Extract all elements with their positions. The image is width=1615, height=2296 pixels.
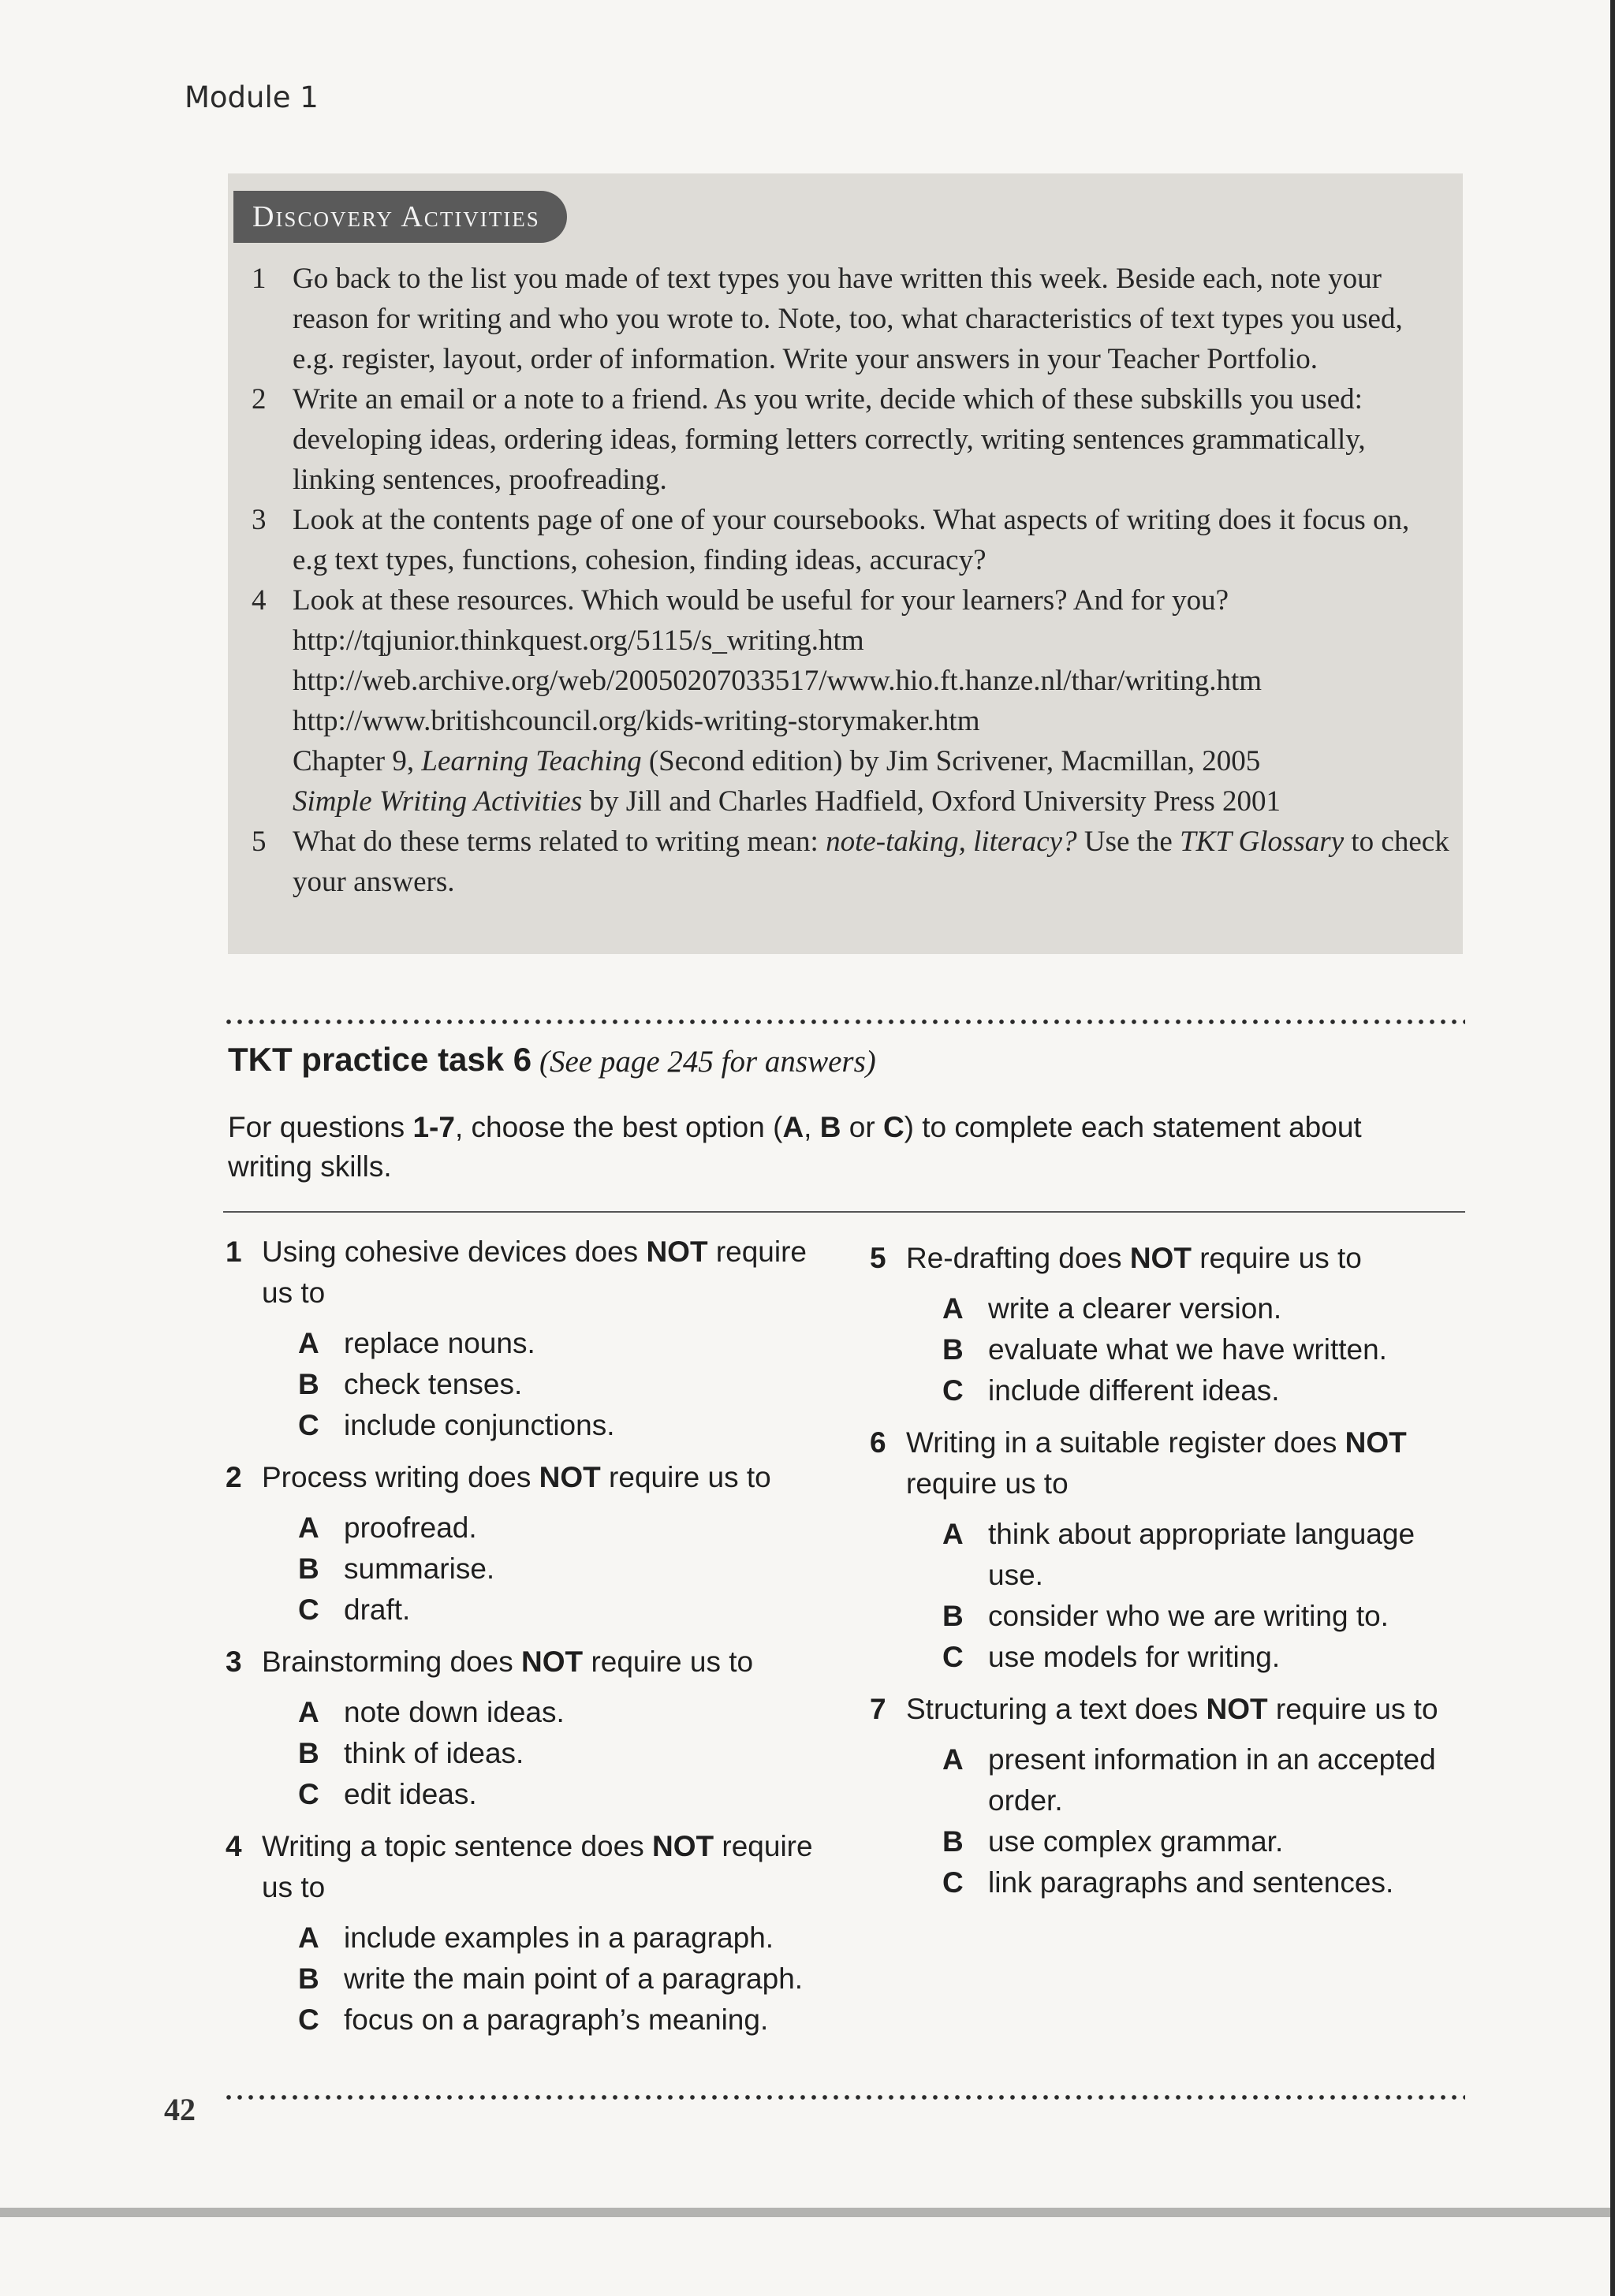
discovery-item-number: 2 xyxy=(252,383,267,416)
discovery-item-number: 4 xyxy=(252,584,267,617)
option-text: note down ideas. xyxy=(344,1696,565,1728)
question-stem: Brainstorming does NOT require us to xyxy=(262,1646,754,1678)
question-number: 3 xyxy=(226,1646,242,1678)
option-letter: A xyxy=(942,1518,964,1550)
answer-option xyxy=(298,1405,825,1446)
discovery-item-number: 3 xyxy=(252,504,267,536)
answer-option xyxy=(942,1739,1469,1821)
answer-option xyxy=(942,1862,1469,1903)
answer-option xyxy=(298,1364,825,1405)
scan-bottom-edge xyxy=(0,2208,1615,2217)
option-letter: C xyxy=(942,1374,964,1407)
discovery-activities-box xyxy=(228,173,1463,954)
option-letter: B xyxy=(942,1333,964,1366)
discovery-item xyxy=(252,580,1450,822)
resource-book xyxy=(293,741,1450,781)
question xyxy=(226,1826,825,2041)
answer-option xyxy=(298,1549,825,1590)
answer-option xyxy=(942,1821,1469,1862)
answer-option xyxy=(298,1692,825,1733)
question-stem: Structuring a text does NOT require us to xyxy=(906,1693,1438,1725)
question-stem: Writing in a suitable register does NOT require us to xyxy=(906,1426,1407,1500)
book-prefix: Chapter 9, xyxy=(293,745,415,777)
answer-option xyxy=(298,1918,825,1959)
option-letter: A xyxy=(298,1511,319,1544)
option-letter: A xyxy=(298,1327,319,1359)
glossary-title: TKT Glossary xyxy=(1180,826,1345,858)
instructions-option-b: B xyxy=(819,1111,841,1143)
question-number: 4 xyxy=(226,1830,242,1862)
option-list xyxy=(906,1514,1469,1678)
discovery-item-text: Use the xyxy=(1084,826,1173,858)
resource-link[interactable]: http://tqjunior.thinkquest.org/5115/s_writing.htm xyxy=(293,624,864,657)
option-text: include conjunctions. xyxy=(344,1409,615,1441)
option-text: use complex grammar. xyxy=(988,1825,1284,1858)
option-letter: C xyxy=(298,1409,319,1441)
answer-option xyxy=(942,1596,1469,1637)
question-stem: Re-drafting does NOT require us to xyxy=(906,1242,1362,1274)
discovery-list xyxy=(252,259,1450,902)
option-letter: A xyxy=(942,1743,964,1776)
discovery-item-text: to check your answers. xyxy=(293,826,1449,898)
option-list xyxy=(906,1739,1469,1903)
task-instructions xyxy=(228,1108,1442,1187)
instructions-range: 1-7 xyxy=(412,1111,455,1143)
questions-right-column xyxy=(870,1238,1469,1903)
discovery-item xyxy=(252,379,1450,500)
instructions-text: or xyxy=(841,1111,883,1143)
section-divider xyxy=(223,1211,1465,1213)
question-number: 2 xyxy=(226,1461,242,1493)
option-list xyxy=(262,1508,825,1631)
answer-option xyxy=(298,1774,825,1815)
option-letter: A xyxy=(942,1292,964,1325)
option-text: draft. xyxy=(344,1593,411,1626)
option-letter: A xyxy=(298,1696,319,1728)
question-stem: Writing a topic sentence does NOT require us to xyxy=(262,1830,813,1903)
resource-link[interactable]: http://web.archive.org/web/20050207033517/www.hio.ft.hanze.nl/thar/writing.htm xyxy=(293,665,1263,697)
dotted-divider-bottom xyxy=(223,2094,1465,2100)
option-letter: C xyxy=(298,2003,319,2036)
discovery-item-text: What do these terms related to writing mean: xyxy=(293,826,819,858)
questions-left-column xyxy=(226,1232,825,2041)
option-text: edit ideas. xyxy=(344,1778,477,1810)
question-number: 7 xyxy=(870,1693,886,1725)
question xyxy=(870,1238,1469,1411)
answer-option xyxy=(942,1514,1469,1596)
option-letter: C xyxy=(942,1866,964,1899)
option-letter: A xyxy=(298,1921,319,1954)
option-text: check tenses. xyxy=(344,1368,523,1400)
answer-option xyxy=(942,1637,1469,1678)
scan-right-edge xyxy=(1610,0,1615,2296)
option-letter: B xyxy=(942,1825,964,1858)
answer-option xyxy=(298,1733,825,1774)
answer-option xyxy=(298,1959,825,2000)
option-text: include examples in a paragraph. xyxy=(344,1921,774,1954)
option-letter: B xyxy=(298,1552,319,1585)
page-number: 42 xyxy=(164,2092,196,2127)
option-text: consider who we are writing to. xyxy=(988,1600,1389,1632)
book-title: Simple Writing Activities xyxy=(293,785,583,818)
option-letter: C xyxy=(298,1778,319,1810)
option-text: link paragraphs and sentences. xyxy=(988,1866,1394,1899)
discovery-item-text: Look at the contents page of one of your coursebooks. What aspects of writing does it focus on, e.g text types, functions, cohesion, finding ideas, accuracy? xyxy=(293,504,1410,576)
option-list xyxy=(262,1692,825,1815)
question xyxy=(226,1232,825,1446)
book-title: Learning Teaching xyxy=(421,745,642,777)
option-letter: C xyxy=(942,1641,964,1673)
option-text: replace nouns. xyxy=(344,1327,535,1359)
instructions-option-c: C xyxy=(882,1111,904,1143)
option-text: summarise. xyxy=(344,1552,495,1585)
question xyxy=(870,1422,1469,1678)
instructions-option-a: A xyxy=(782,1111,804,1143)
discovery-activities-title: Discovery Activities xyxy=(233,191,567,243)
discovery-item-text: Look at these resources. Which would be useful for your learners? And for you? xyxy=(293,584,1229,617)
discovery-item-text: Write an email or a note to a friend. As you write, decide which of these subskills you used: developing ideas, ordering ideas, forming letters correctly, writing sentences grammatically, linking sentences, proofreading. xyxy=(293,383,1366,496)
option-list xyxy=(262,1918,825,2041)
option-text: proofread. xyxy=(344,1511,477,1544)
option-text: write the main point of a paragraph. xyxy=(344,1962,804,1995)
question xyxy=(870,1689,1469,1903)
option-letter: B xyxy=(298,1737,319,1769)
option-text: think about appropriate language use. xyxy=(988,1518,1415,1591)
option-letter: B xyxy=(298,1368,319,1400)
task-answers-note: (See page 245 for answers) xyxy=(539,1045,876,1079)
option-list xyxy=(906,1288,1469,1411)
answer-option xyxy=(298,1323,825,1364)
option-text: evaluate what we have written. xyxy=(988,1333,1387,1366)
option-letter: C xyxy=(298,1593,319,1626)
instructions-text: , xyxy=(804,1111,820,1143)
resource-book xyxy=(293,781,1450,822)
question-stem: Using cohesive devices does NOT require us to xyxy=(262,1236,808,1309)
option-letter: B xyxy=(298,1962,319,1995)
answer-option xyxy=(298,2000,825,2041)
option-text: present information in an accepted order. xyxy=(988,1743,1436,1817)
discovery-terms: note-taking, literacy? xyxy=(826,826,1077,858)
answer-option xyxy=(942,1329,1469,1370)
option-text: think of ideas. xyxy=(344,1737,524,1769)
discovery-item xyxy=(252,259,1450,379)
instructions-text: ) to complete each statement about writing skills. xyxy=(228,1111,1362,1183)
option-text: include different ideas. xyxy=(988,1374,1280,1407)
answer-option xyxy=(942,1288,1469,1329)
task-heading xyxy=(228,1041,531,1079)
discovery-item xyxy=(252,500,1450,580)
question-number: 5 xyxy=(870,1242,886,1274)
resource-link[interactable]: http://www.britishcouncil.org/kids-writing-storymaker.htm xyxy=(293,705,980,737)
option-letter: B xyxy=(942,1600,964,1632)
option-text: focus on a paragraph’s meaning. xyxy=(344,2003,769,2036)
answer-option xyxy=(298,1508,825,1549)
instructions-text: , choose the best option ( xyxy=(454,1111,783,1143)
question-stem: Process writing does NOT require us to xyxy=(262,1461,771,1493)
module-label: Module 1 xyxy=(185,80,319,114)
option-text: use models for writing. xyxy=(988,1641,1281,1673)
book-details: (Second edition) by Jim Scrivener, Macmillan, 2005 xyxy=(648,745,1261,777)
question-number: 6 xyxy=(870,1426,886,1459)
answer-option xyxy=(942,1370,1469,1411)
task-title: TKT practice task 6 xyxy=(228,1041,532,1078)
discovery-item xyxy=(252,822,1450,902)
question xyxy=(226,1642,825,1815)
instructions-text: For questions xyxy=(228,1111,405,1143)
dotted-divider-top xyxy=(223,1019,1465,1025)
book-details: by Jill and Charles Hadfield, Oxford University Press 2001 xyxy=(589,785,1281,818)
discovery-item-number: 1 xyxy=(252,263,267,295)
option-list xyxy=(262,1323,825,1446)
option-text: write a clearer version. xyxy=(988,1292,1282,1325)
discovery-item-text: Go back to the list you made of text types you have written this week. Beside each, note your reason for writing and who you wrote to. Note, too, what characteristics of text types you used, e.g. register, layout, order of information. Write your answers in your Teacher Portfolio. xyxy=(293,263,1403,375)
answer-option xyxy=(298,1590,825,1631)
question xyxy=(226,1457,825,1631)
question-number: 1 xyxy=(226,1236,242,1268)
discovery-item-number: 5 xyxy=(252,826,267,858)
